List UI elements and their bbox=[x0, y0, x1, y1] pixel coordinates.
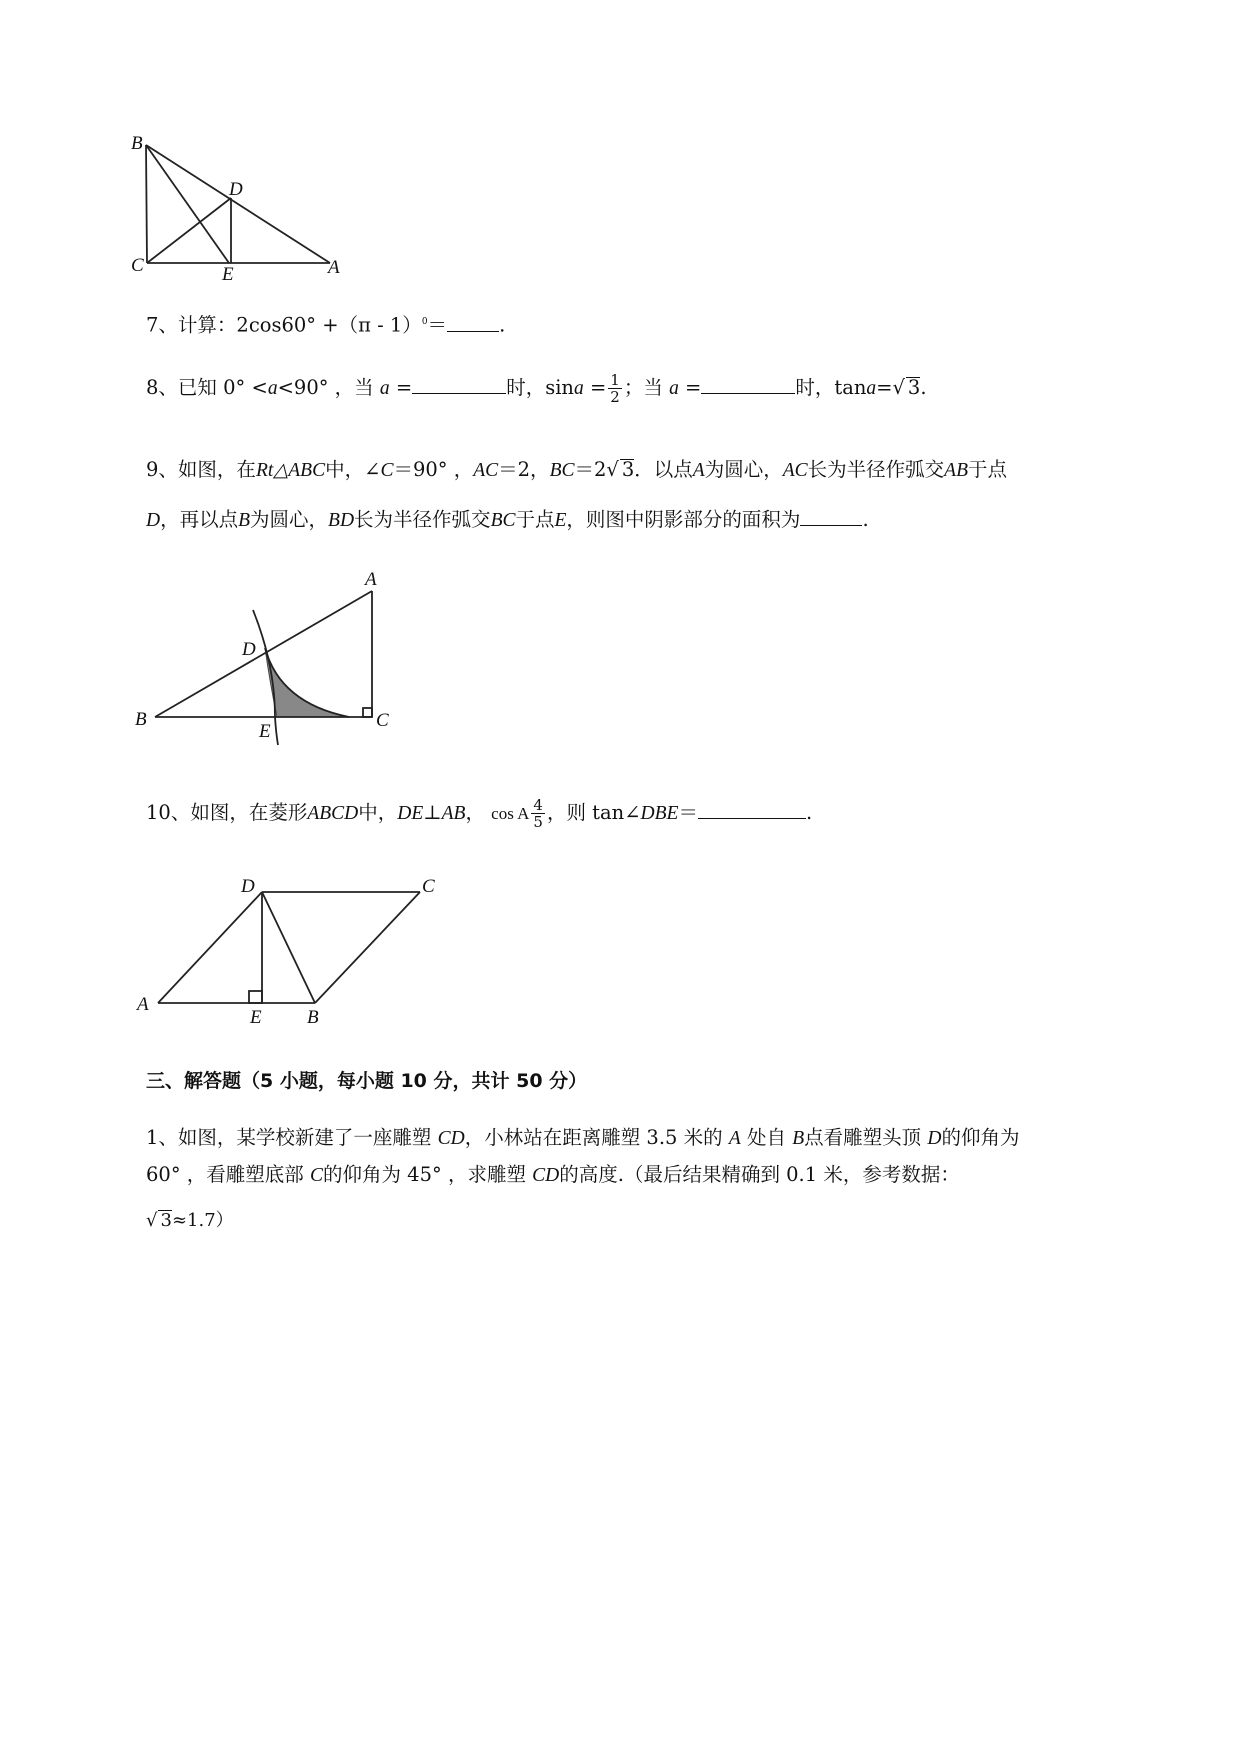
sqrt-3-q9: 3 bbox=[621, 458, 635, 481]
label-d: D bbox=[242, 639, 256, 660]
answer-blank-10[interactable] bbox=[698, 800, 806, 819]
answer-blank-8a[interactable] bbox=[412, 375, 506, 394]
question-7: 7、计算：2cos60° +（π - 1）$^0$＝ . bbox=[146, 313, 506, 337]
label-d: D bbox=[241, 876, 255, 897]
question-1-line-2: 60° ，看雕塑底部 C的仰角为 45° ，求雕塑 CD的高度.（最后结果精确到 0.1 米，参考数据： bbox=[146, 1163, 960, 1186]
question-10: 10、如图，在菱形ABCD中，DE⊥AB， cos A $\frac{4}{5}$ ，则 tan∠DBE＝ . bbox=[146, 796, 813, 831]
figure-shaded-arcs bbox=[125, 565, 415, 755]
answer-blank-7[interactable] bbox=[447, 313, 499, 332]
question-1-line-3: √ 3≈1.7） bbox=[146, 1210, 234, 1231]
question-1-line-1: 1、如图，某学校新建了一座雕塑 CD，小林站在距离雕塑 3.5 米的 A 处自 B点看雕塑头顶 D的仰角为 bbox=[146, 1126, 1020, 1149]
label-c: C bbox=[131, 255, 144, 276]
answer-blank-9[interactable] bbox=[800, 507, 862, 526]
question-9-line-1: 9、如图，在Rt△ABC中，∠C＝90° ，AC＝2，BC＝2√ 3．以点A为圆心，AC长为半径作弧交AB于点 bbox=[146, 458, 1007, 481]
sqrt-3-q1: 3 bbox=[160, 1210, 172, 1231]
sqrt-3: 3 bbox=[907, 376, 921, 399]
label-a: A bbox=[137, 994, 149, 1015]
label-c: C bbox=[376, 710, 389, 731]
question-9-line-2: D，再以点B为圆心，BD长为半径作弧交BC于点E，则图中阴影部分的面积为 . bbox=[146, 508, 869, 531]
label-b: B bbox=[135, 709, 147, 730]
label-e: E bbox=[250, 1007, 262, 1028]
fraction-one-half: $\frac{1}{2}$ bbox=[610, 371, 620, 406]
figure-rhombus-abcd bbox=[125, 868, 455, 1028]
label-a: A bbox=[328, 257, 340, 278]
label-e: E bbox=[259, 721, 271, 742]
label-c: C bbox=[422, 876, 435, 897]
label-b: B bbox=[131, 133, 143, 154]
label-d: D bbox=[229, 179, 243, 200]
question-8: 8、已知 0° <a<90° ，当 a = 时，sina = $\frac{1}{2}$ ；当 a = 时，tana=√ 3. bbox=[146, 371, 927, 406]
label-a: A bbox=[365, 569, 377, 590]
answer-blank-8b[interactable] bbox=[701, 375, 795, 394]
fraction-four-fifths: $\frac{4}{5}$ bbox=[533, 796, 543, 831]
section-title: 三、解答题（5 小题，每小题 10 分，共计 50 分） bbox=[146, 1070, 588, 1092]
label-b: B bbox=[307, 1007, 319, 1028]
label-e: E bbox=[222, 264, 234, 285]
figure-triangle-bcda bbox=[125, 125, 355, 285]
